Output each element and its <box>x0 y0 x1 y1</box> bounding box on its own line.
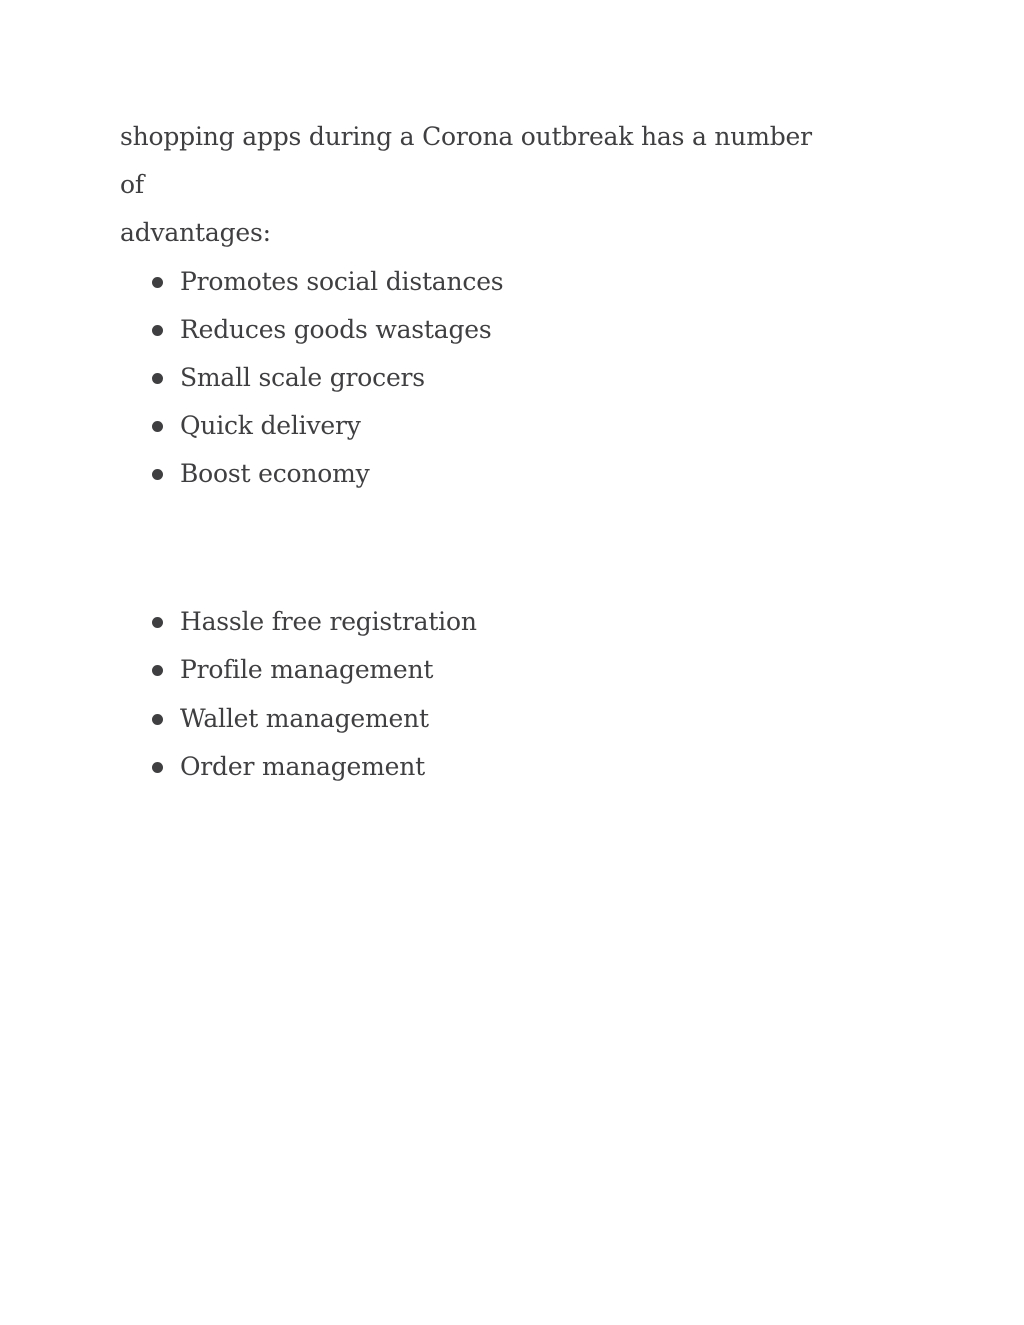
list-item-label: Reduces goods wastages <box>180 314 492 344</box>
bullet-icon <box>152 277 163 288</box>
bullet-icon <box>152 714 163 725</box>
list-item <box>120 306 840 354</box>
list-item-label: Profile management <box>180 655 434 685</box>
bullet-icon <box>152 325 163 336</box>
intro-line-1: shopping apps during a Corona outbreak has a number of <box>120 122 812 200</box>
list-item <box>120 598 840 646</box>
list-item-label: Order management <box>180 751 426 781</box>
list-item <box>120 743 840 791</box>
list-item <box>120 646 840 694</box>
list-item <box>120 402 840 450</box>
intro-paragraph <box>120 113 840 258</box>
bullet-icon <box>152 617 163 628</box>
bullet-icon <box>152 373 163 384</box>
list-item-label: Promotes social distances <box>180 266 504 296</box>
bullet-icon <box>152 665 163 676</box>
list-item <box>120 695 840 743</box>
list-item <box>120 450 840 498</box>
list-item <box>120 354 840 402</box>
list-item-label: Quick delivery <box>180 411 361 441</box>
bullet-icon <box>152 469 163 480</box>
bullet-icon <box>152 421 163 432</box>
bullet-icon <box>152 762 163 773</box>
section-spacer <box>120 499 840 599</box>
list-item-label: Small scale grocers <box>180 362 425 392</box>
document-body <box>120 113 840 791</box>
list-item-label: Wallet management <box>180 703 429 733</box>
features-list <box>120 598 840 791</box>
intro-line-2: advantages: <box>120 218 271 248</box>
advantages-list <box>120 258 840 499</box>
list-item <box>120 258 840 306</box>
list-item-label: Boost economy <box>180 459 370 489</box>
list-item-label: Hassle free registration <box>180 607 477 637</box>
